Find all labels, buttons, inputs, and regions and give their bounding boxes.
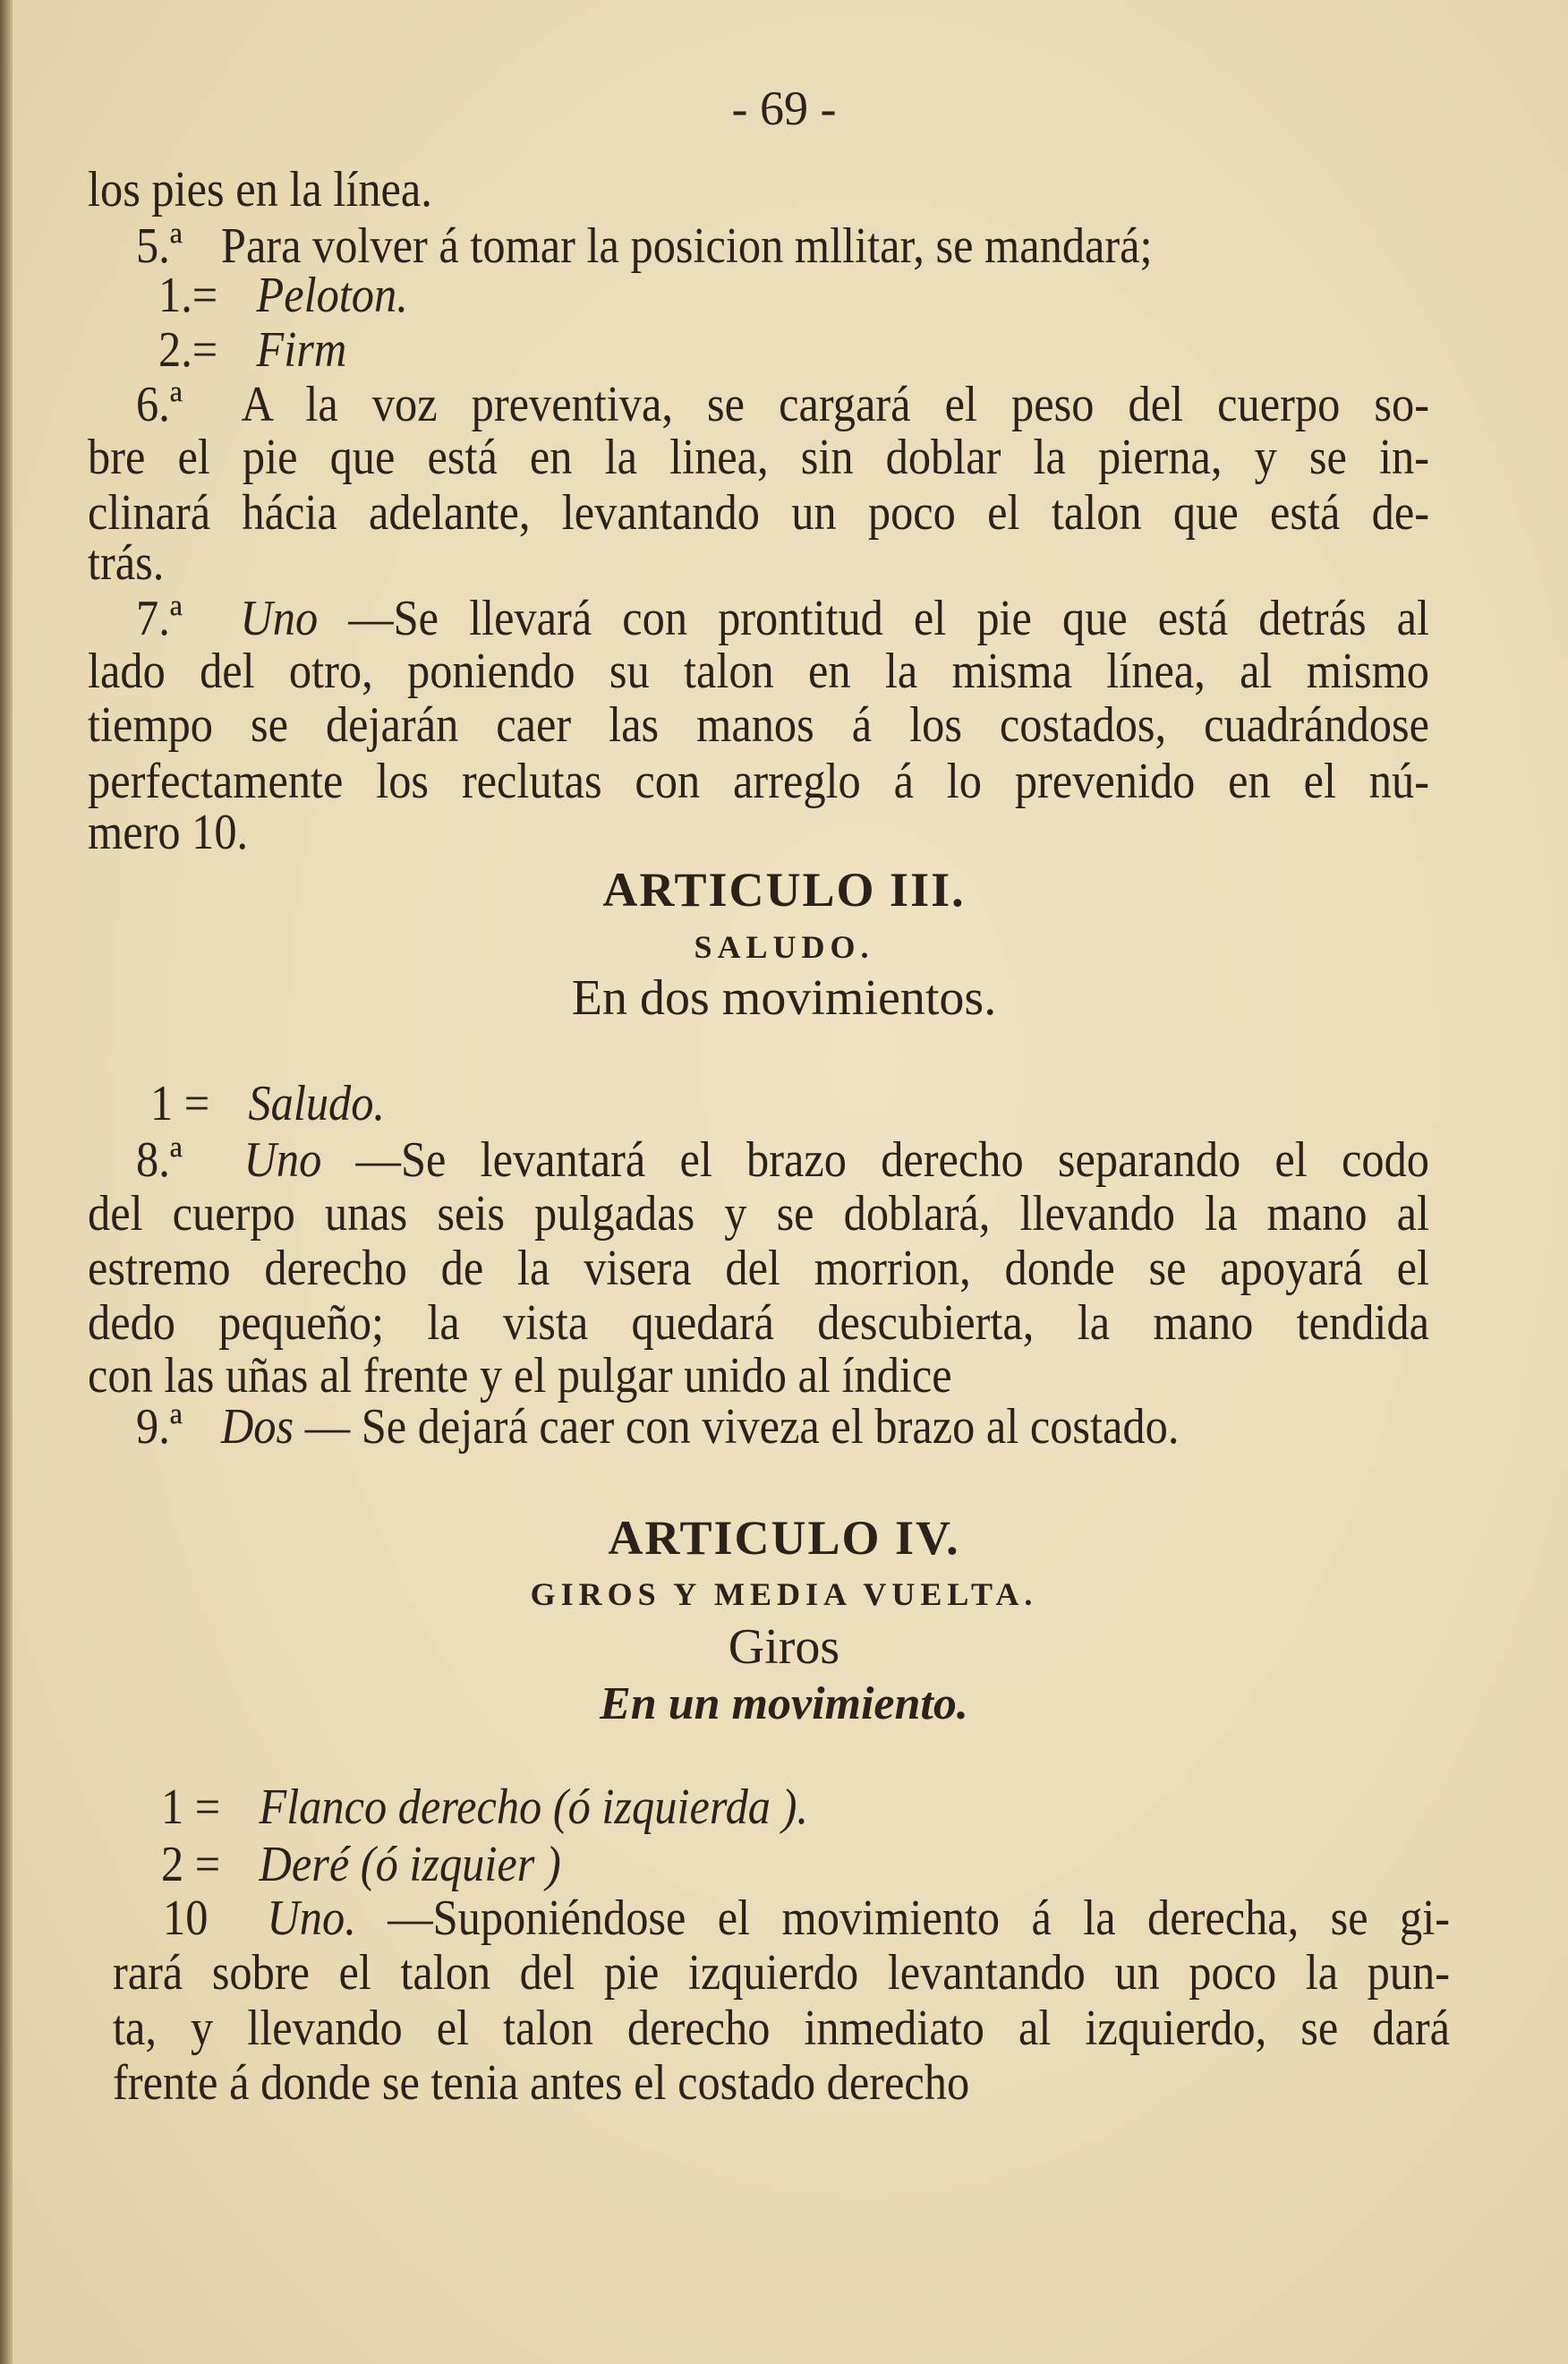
text-line [113, 1942, 1450, 2004]
italic-term: Uno. [267, 1890, 356, 1947]
article-4-note: En un movimiento. [600, 1678, 968, 1729]
line-text: mero 10. [88, 805, 249, 861]
page-edge [0, 0, 13, 2364]
article-3-note: En dos movimientos. [571, 970, 997, 1026]
line-text: —Se levantará el brazo derecho separando el codo [355, 1131, 1429, 1188]
text-line [88, 750, 1429, 813]
paragraph-number: 1.= [158, 268, 218, 324]
text-line [88, 532, 164, 594]
italic-term: Firm [256, 321, 347, 378]
text-line [88, 158, 432, 221]
paragraph-number: 2 = [161, 1836, 221, 1892]
article-4-title: ARTICULO IV. [608, 1511, 960, 1565]
text-line [136, 1129, 1429, 1191]
line-text: A la voz preventiva, se cargará el peso del cuerpo so- [241, 376, 1429, 432]
page-number: - 69 - [731, 81, 837, 135]
paragraph-number: 1 = [161, 1779, 221, 1835]
line-text: los pies en la línea. [88, 162, 432, 218]
paragraph-number: 6.ª [136, 376, 183, 432]
article-4-heading: Giros [728, 1619, 840, 1675]
paragraph-number: 9.ª [136, 1399, 183, 1455]
line-text: trás. [88, 534, 165, 591]
text-line [88, 1182, 1429, 1245]
text-line [88, 640, 1429, 703]
text-line [158, 319, 346, 381]
text-line [163, 1887, 1450, 1950]
italic-term: Flanco derecho (ó izquierda ). [259, 1779, 808, 1835]
text-line [88, 482, 1429, 544]
text-line [88, 801, 248, 864]
line-text: clinará hácia adelante, levantando un poco el talon que está de- [88, 484, 1429, 541]
line-text: perfectamente los reclutas con arreglo á lo prevenido en el nú- [88, 753, 1429, 809]
article-3-title: ARTICULO III. [602, 863, 966, 917]
line-text: ta, y llevando el talon derecho inmediato al izquierdo, se dará [113, 2001, 1450, 2057]
text-line [88, 694, 1429, 756]
line-text: frente á donde se tenia antes el costado derecho [113, 2054, 970, 2111]
line-text: dedo pequeño; la vista quedará descubierta, la mano tendida [88, 1294, 1429, 1351]
line-text: del cuerpo unas seis pulgadas y se doblará, llevando la mano al [88, 1186, 1429, 1242]
line-text: lado del otro, poniendo su talon en la misma línea, al mismo [88, 643, 1429, 699]
text-line [88, 426, 1429, 489]
line-text: bre el pie que está en la linea, sin doblar la pierna, y se in- [88, 429, 1429, 485]
text-line [161, 1776, 808, 1839]
line-text: — Se dejará caer con viveza el brazo al costado. [304, 1399, 1180, 1455]
text-line [150, 1072, 385, 1135]
article-3-subtitle: SALUDO. [694, 929, 874, 965]
text-line [136, 1395, 1179, 1458]
paragraph-number: 2.= [158, 321, 218, 378]
text-line [161, 1833, 561, 1896]
line-text: rará sobre el talon del pie izquierdo levantando un poco la pun- [113, 1944, 1450, 2001]
line-text: tiempo se dejarán caer las manos á los costados, cuadrándose [88, 697, 1429, 754]
text-line [113, 2052, 969, 2114]
line-text: estremo derecho de la visera del morrion, donde se apoyará el [88, 1241, 1429, 1297]
paragraph-number: 7.ª [136, 590, 183, 646]
article-4-subtitle: GIROS Y MEDIA VUELTA. [530, 1576, 1038, 1612]
italic-term: Deré (ó izquier ) [259, 1836, 561, 1892]
line-text: con las uñas al frente y el pulgar unido al índice [88, 1347, 952, 1404]
italic-term: Peloton. [256, 268, 408, 324]
text-line [113, 1997, 1450, 2060]
italic-term: Uno [243, 1131, 322, 1188]
line-text: —Suponiéndose el movimiento á la derecha, se gi- [388, 1890, 1450, 1947]
paragraph-number: 1 = [150, 1076, 210, 1132]
paragraph-number: 5.ª [136, 218, 183, 274]
italic-term: Uno [240, 590, 319, 646]
text-line [88, 1237, 1429, 1300]
paragraph-number: 8.ª [136, 1131, 183, 1188]
italic-term: Dos [220, 1399, 294, 1455]
italic-term: Saludo. [248, 1076, 386, 1132]
text-line [158, 264, 408, 327]
paragraph-number: 10 [163, 1890, 209, 1947]
line-text: Para volver á tomar la posicion mllitar, se mandará; [220, 218, 1153, 274]
line-text: —Se llevará con prontitud el pie que está detrás al [348, 590, 1429, 646]
